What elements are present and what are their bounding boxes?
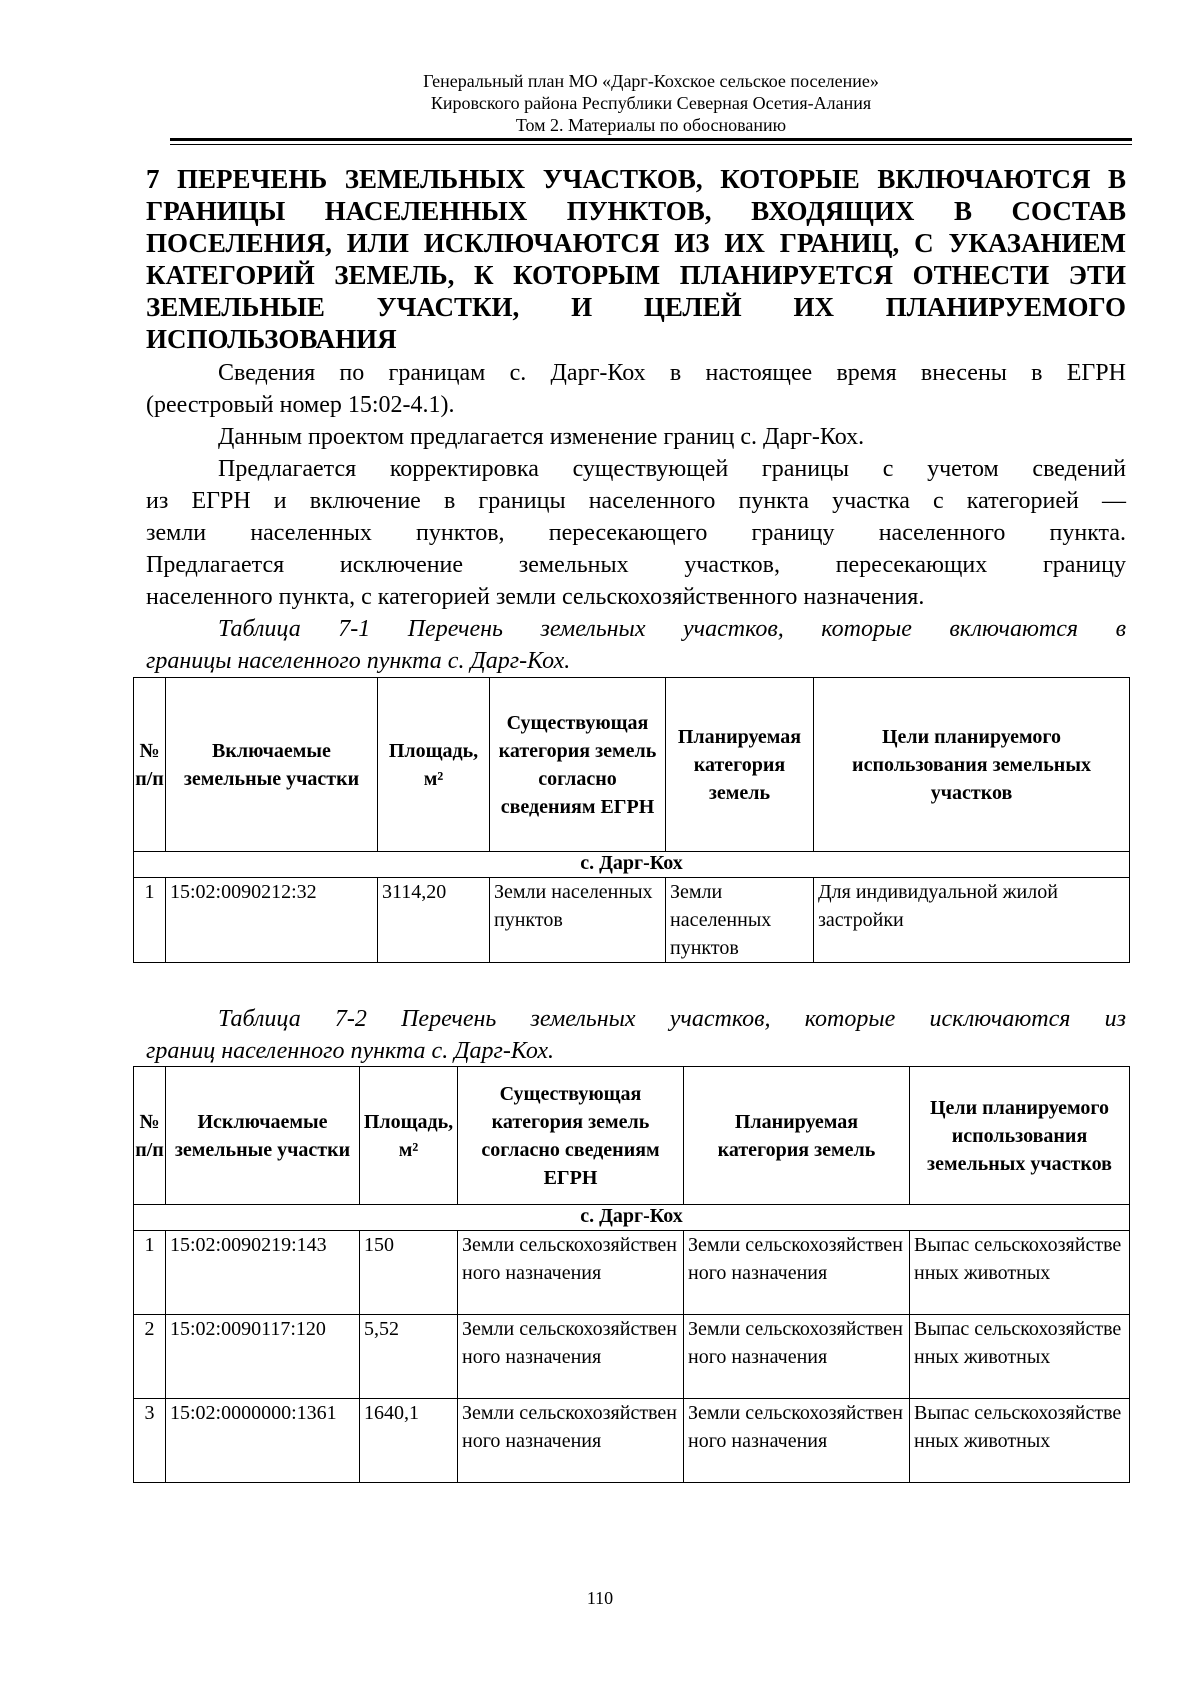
t2-cell: 1: [134, 1231, 166, 1315]
t1-cell: Земли населенных пунктов: [666, 878, 814, 963]
paragraph-project: [146, 421, 1126, 453]
caption-line: Таблица 7-1 Перечень земельных участков, которые включаются в: [218, 616, 1126, 642]
t1-header-area: Площадь, м²: [378, 678, 490, 852]
t2-header-plots: Исключаемые земельные участки: [166, 1067, 360, 1205]
header-line-2: Кировского района Республики Северная Осетия-Алания: [430, 93, 872, 113]
table-excluded-plots: [133, 1066, 1130, 1483]
table1-caption: [146, 613, 1126, 677]
t2-header-purpose: Цели планируемого использования земельных участков: [910, 1067, 1130, 1205]
paragraph-correction: [146, 453, 1126, 613]
t2-cell: 15:02:0090117:120: [166, 1315, 360, 1399]
header-rule-thin: [170, 144, 1132, 145]
section-title-line: ИСПОЛЬЗОВАНИЯ: [146, 324, 397, 354]
t2-cell: Земли сельскохозяйственного назначения: [684, 1399, 910, 1483]
caption-line: Таблица 7-2 Перечень земельных участков, которые исключаются из: [218, 1006, 1126, 1032]
t2-cell: 150: [360, 1231, 458, 1315]
t1-header-num: № п/п: [134, 678, 166, 852]
table-included-plots: [133, 677, 1130, 963]
paragraph-egrn: [146, 357, 1126, 421]
table-row: [134, 1315, 1130, 1399]
caption-line: границ населенного пункта с. Дарг-Кох.: [146, 1038, 555, 1064]
paragraph-line: Предлагается исключение земельных участков, пересекающих границу: [146, 552, 1126, 578]
header-line-3: Том 2. Материалы по обоснованию: [515, 115, 787, 135]
t2-header-area: Площадь, м²: [360, 1067, 458, 1205]
t1-cell: 1: [134, 878, 166, 963]
section-title-line: КАТЕГОРИЙ ЗЕМЕЛЬ, К КОТОРЫМ ПЛАНИРУЕТСЯ ОТНЕСТИ ЭТИ: [146, 260, 1126, 290]
t2-cell: Земли сельскохозяйственного назначения: [458, 1231, 684, 1315]
t2-header-num: № п/п: [134, 1067, 166, 1205]
t1-group-label: с. Дарг-Кох: [134, 852, 1130, 878]
t2-cell: 3: [134, 1399, 166, 1483]
section-title-line: ЗЕМЕЛЬНЫЕ УЧАСТКИ, И ЦЕЛЕЙ ИХ ПЛАНИРУЕМОГО: [146, 292, 1126, 322]
t2-cell: 2: [134, 1315, 166, 1399]
t1-cell: 15:02:0090212:32: [166, 878, 378, 963]
t2-cell: Земли сельскохозяйственного назначения: [458, 1315, 684, 1399]
table-row: [134, 1231, 1130, 1315]
table-row: [134, 878, 1130, 963]
section-title-line: 7 ПЕРЕЧЕНЬ ЗЕМЕЛЬНЫХ УЧАСТКОВ, КОТОРЫЕ ВКЛЮЧАЮТСЯ В: [146, 164, 1126, 194]
t2-cell: 15:02:0000000:1361: [166, 1399, 360, 1483]
section-title-line: ГРАНИЦЫ НАСЕЛЕННЫХ ПУНКТОВ, ВХОДЯЩИХ В СОСТАВ: [146, 196, 1126, 226]
paragraph-line: (реестровый номер 15:02-4.1).: [146, 392, 455, 418]
t2-cell: Земли сельскохозяйственного назначения: [684, 1231, 910, 1315]
t1-header-planned-category: Планируемая категория земель: [666, 678, 814, 852]
t2-cell: 1640,1: [360, 1399, 458, 1483]
paragraph-line: населенного пункта, с категорией земли сельскохозяйственного назначения.: [146, 584, 925, 610]
t2-cell: Выпас сельскохозяйственных животных: [910, 1315, 1130, 1399]
header-line-1: Генеральный план МО «Дарг-Кохское сельское поселение»: [423, 71, 879, 91]
t1-cell: Земли населенных пунктов: [490, 878, 666, 963]
t2-cell: 15:02:0090219:143: [166, 1231, 360, 1315]
paragraph-line: земли населенных пунктов, пересекающего границу населенного пункта.: [146, 520, 1126, 546]
t2-group-label: с. Дарг-Кох: [134, 1205, 1130, 1231]
t1-header-plots: Включаемые земельные участки: [166, 678, 378, 852]
t1-cell: Для индивидуальной жилой застройки: [814, 878, 1130, 963]
t2-header-existing-category: Существующая категория земель согласно сведениям ЕГРН: [458, 1067, 684, 1205]
t1-header-purpose: Цели планируемого использования земельных участков: [814, 678, 1130, 852]
running-header: [170, 70, 1132, 136]
paragraph-line: Предлагается корректировка существующей границы с учетом сведений: [218, 456, 1126, 482]
paragraph-line: из ЕГРН и включение в границы населенного пункта участка с категорией —: [146, 488, 1126, 514]
t1-cell: 3114,20: [378, 878, 490, 963]
table-row: [134, 1399, 1130, 1483]
t2-cell: Земли сельскохозяйственного назначения: [458, 1399, 684, 1483]
t2-cell: Выпас сельскохозяйственных животных: [910, 1399, 1130, 1483]
t2-cell: 5,52: [360, 1315, 458, 1399]
t1-header-existing-category: Существующая категория земель согласно сведениям ЕГРН: [490, 678, 666, 852]
page-number: 110: [586, 1588, 614, 1608]
t2-cell: Выпас сельскохозяйственных животных: [910, 1231, 1130, 1315]
paragraph-line: Данным проектом предлагается изменение границ с. Дарг-Кох.: [218, 424, 865, 450]
t2-header-planned-category: Планируемая категория земель: [684, 1067, 910, 1205]
caption-line: границы населенного пункта с. Дарг-Кох.: [146, 648, 571, 674]
t2-cell: Земли сельскохозяйственного назначения: [684, 1315, 910, 1399]
header-rule-thick: [170, 138, 1132, 141]
table2-caption: [146, 1003, 1126, 1067]
paragraph-line: Сведения по границам с. Дарг-Кох в настоящее время внесены в ЕГРН: [218, 360, 1126, 386]
section-title-line: ПОСЕЛЕНИЯ, ИЛИ ИСКЛЮЧАЮТСЯ ИЗ ИХ ГРАНИЦ, С УКАЗАНИЕМ: [146, 228, 1126, 258]
section-title: [146, 163, 1126, 355]
